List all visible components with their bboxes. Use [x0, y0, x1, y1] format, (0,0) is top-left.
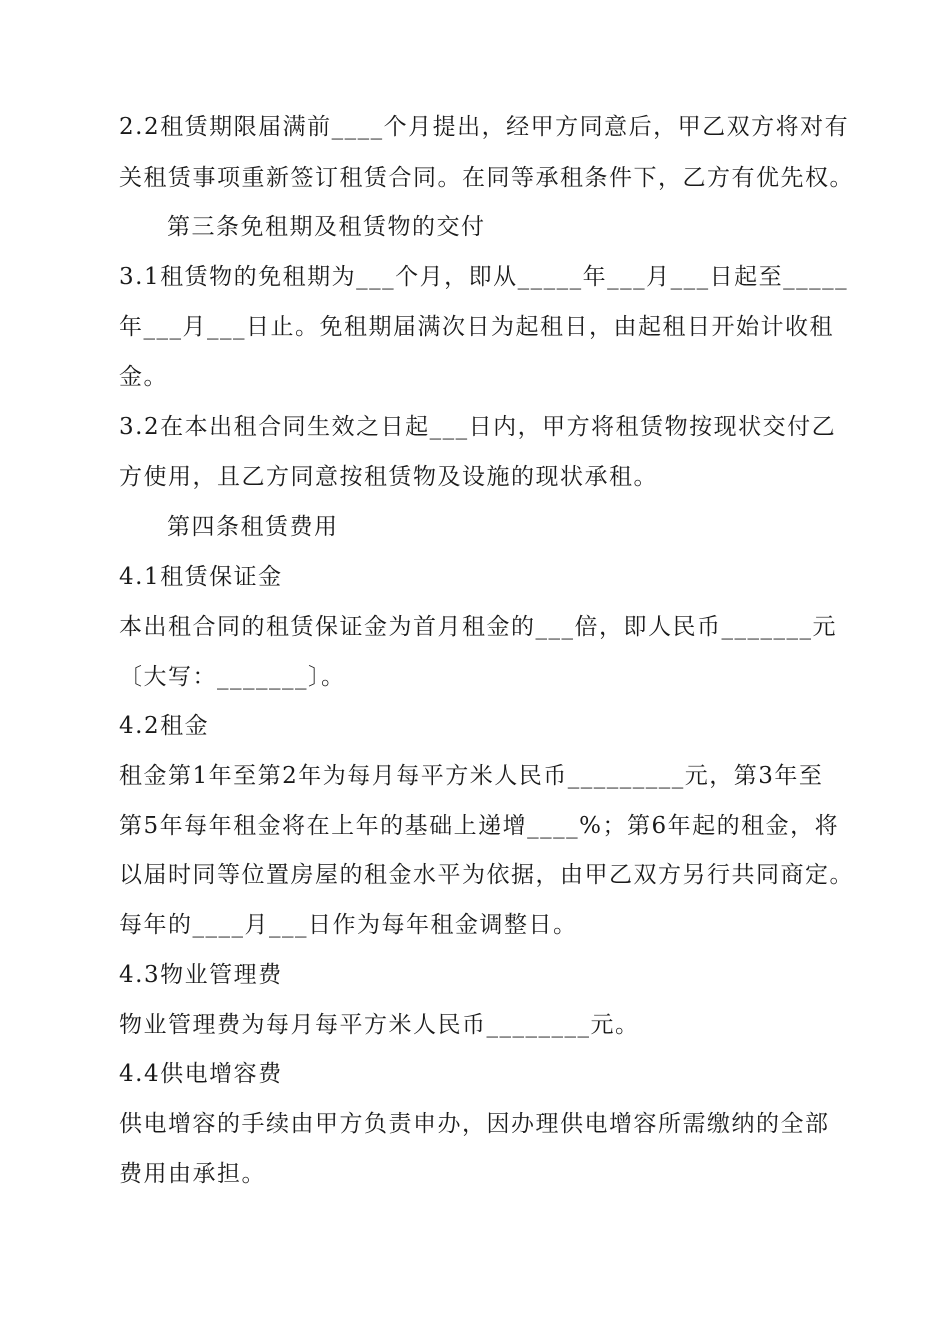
clause-3-1-line-2: 年___月___日止。免租期届满次日为起租日，由起租日开始计收租: [119, 314, 834, 340]
clause-4-1-line-1: 本出租合同的租赁保证金为首月租金的___倍，即人民币_______元: [119, 614, 837, 640]
clause-4-3-heading: 4.3物业管理费: [119, 962, 283, 988]
clause-4-4-heading: 4.4供电增容费: [119, 1061, 283, 1087]
clause-2-2-line-2: 关租赁事项重新签订租赁合同。在同等承租条件下，乙方有优先权。: [119, 165, 854, 191]
clause-4-1-line-2: 〔大写：_______〕。: [119, 664, 346, 690]
article-3-heading: 第三条免租期及租赁物的交付: [167, 214, 486, 240]
clause-4-2-line-4: 每年的____月___日作为每年租金调整日。: [119, 912, 578, 938]
clause-4-2-line-3: 以届时同等位置房屋的租金水平为依据，由甲乙双方另行共同商定。: [119, 862, 854, 888]
clause-3-1-line-3: 金。: [119, 364, 168, 390]
clause-4-2-line-2: 第5年每年租金将在上年的基础上递增____%；第6年起的租金，将: [119, 813, 840, 839]
clause-4-1-heading: 4.1租赁保证金: [119, 564, 283, 590]
article-4-heading: 第四条租赁费用: [167, 514, 339, 540]
clause-3-1-line-1: 3.1租赁物的免租期为___个月，即从_____年___月___日起至_____: [119, 264, 849, 290]
clause-2-2-line-1: 2.2租赁期限届满前____个月提出，经甲方同意后，甲乙双方将对有: [119, 114, 850, 140]
clause-4-4-line-1: 供电增容的手续由甲方负责申办，因办理供电增容所需缴纳的全部: [119, 1111, 830, 1137]
clause-4-2-line-1: 租金第1年至第2年为每月每平方米人民币_________元，第3年至: [119, 763, 824, 789]
clause-3-2-line-2: 方使用，且乙方同意按租赁物及设施的现状承租。: [119, 464, 658, 490]
clause-4-3-line-1: 物业管理费为每月每平方米人民币________元。: [119, 1012, 640, 1038]
clause-3-2-line-1: 3.2在本出租合同生效之日起___日内，甲方将租赁物按现状交付乙: [119, 414, 837, 440]
clause-4-4-line-2: 费用由承担。: [119, 1161, 266, 1187]
clause-4-2-heading: 4.2租金: [119, 713, 210, 739]
